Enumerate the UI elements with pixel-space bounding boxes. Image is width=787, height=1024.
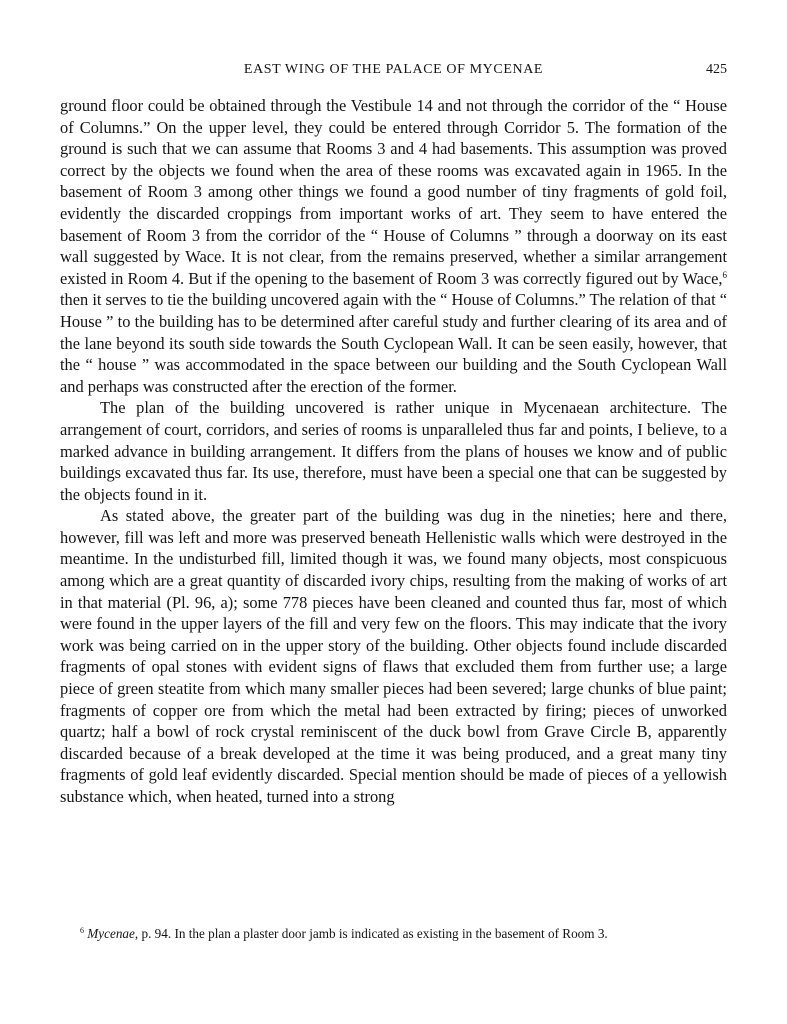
paragraph-1-text: ground floor could be obtained through the Vestibule 14 and not through the corridor of the “ House of Columns.” On the upper level, they could be entered through Corridor 5. The formation of the ground is such that we can assume that Rooms 3 and 4 had basements. This assumption was proved correct by the objects we found when the area of these rooms was excavated again in 1965. In the basement of Room 3 among other things we found a good number of tiny fragments of gold foil, evidently the discarded croppings from important works of art. They seem to have entered the basement of Room 3 from the corridor of the “ House of Columns ” through a doorway on its east wall suggested by Wace. It is not clear, from the remains preserved, whether a similar arrangement existed in Room 4. But if the opening to the basement of Room 3 was correctly figured out by Wace, (60, 96, 727, 288)
footnote-marker: 6 (80, 926, 84, 935)
footnote (60, 924, 727, 943)
paragraph-1 (60, 95, 727, 397)
running-title: EAST WING OF THE PALACE OF MYCENAE (243, 62, 544, 77)
body-text (60, 95, 727, 808)
paragraph-3: As stated above, the greater part of the building was dug in the nineties; here and there, however, fill was left and more was preserved beneath Hellenistic walls which were destroyed in the meantime. In the undisturbed fill, limited though it was, we found many objects, most conspicuous among which are a great quantity of discarded ivory chips, resulting from the making of works of art in that material (Pl. 96, a); some 778 pieces have been cleaned and counted thus far, most of which were found in the upper layers of the fill and very few on the floors. This may indicate that the ivory work was being carried on in the upper story of the building. Other objects found include discarded fragments of opal stones with evident signs of flaws that excluded them from further use; a large piece of green steatite from which many smaller pieces had been severed; large chunks of blue paint; fragments of copper ore from which the metal had been extracted by firing; pieces of unworked quartz; half a bowl of rock crystal reminiscent of the duck bowl from Grave Circle B, apparently discarded because of a break developed at the time it was being produced, and a great many tiny fragments of gold leaf evidently discarded. Special mention should be made of pieces of a yellowish substance which, when heated, turned into a strong (60, 506, 727, 806)
footnote-text: , p. 94. In the plan a plaster door jamb is indicated as existing in the basement of Room 3. (134, 926, 608, 941)
footnote-reference[interactable]: 6 (722, 269, 727, 280)
footnote-source: Mycenae (87, 926, 135, 941)
paragraph-2: The plan of the building uncovered is rather unique in Mycenaean architecture. The arrangement of court, corridors, and series of rooms is unparalleled thus far and points, I believe, to a marked advance in building arrangement. It differs from the plans of houses we know and of public buildings excavated thus far. Its use, therefore, must have been a special one that can be suggested by the objects found in it. (60, 398, 727, 504)
paragraph-1-continuation: then it serves to tie the building uncovered again with the “ House of Columns.” The relation of that “ House ” to the building has to be determined after careful study and further clearing of its area and of the lane beyond its south side towards the South Cyclopean Wall. It can be seen easily, however, that the “ house ” was accommodated in the space between our building and the South Cyclopean Wall and perhaps was constructed after the erection of the former. (60, 290, 727, 396)
page-number: 425 (706, 62, 727, 77)
running-head (60, 62, 727, 84)
